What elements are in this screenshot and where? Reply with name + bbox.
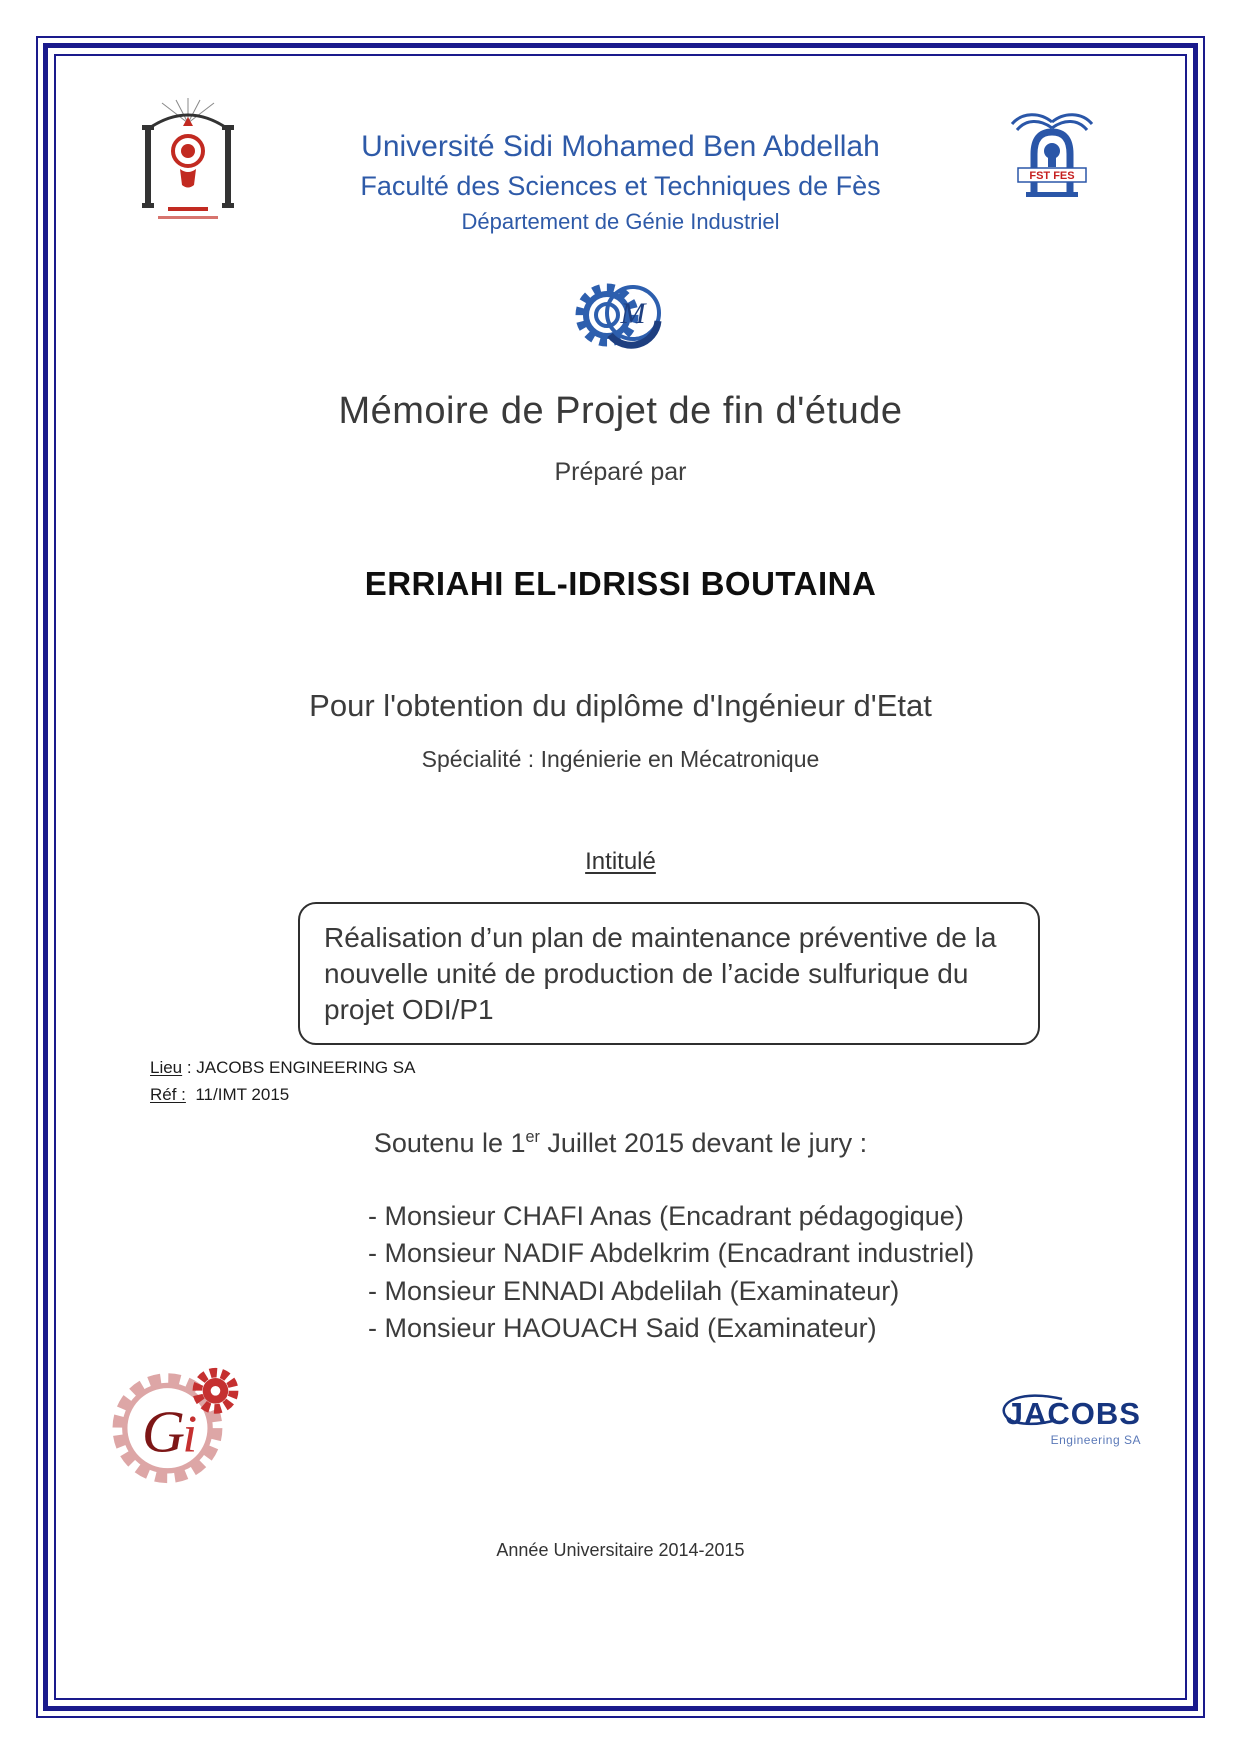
jury-member: - Monsieur HAOUACH Said (Examinateur)	[368, 1312, 877, 1343]
subject-label: Intitulé	[585, 848, 656, 875]
prepared-by-label: Préparé par	[554, 458, 687, 486]
subject-box	[298, 902, 1040, 1045]
jacobs-word: JACOBS	[1005, 1396, 1141, 1431]
jacobs-logo	[941, 1396, 1141, 1447]
location-label: Lieu	[150, 1058, 183, 1077]
gi-letter-i: i	[182, 1403, 198, 1464]
jury-member: - Monsieur NADIF Abdelkrim (Encadrant industriel)	[368, 1238, 975, 1269]
location-value: : JACOBS ENGINEERING SA	[182, 1058, 416, 1077]
jacobs-wordmark	[1006, 1396, 1141, 1432]
defense-line	[0, 1128, 1241, 1159]
gi-gears-icon	[112, 1362, 240, 1490]
location-line	[150, 1054, 415, 1081]
gi-letter-g: G	[141, 1398, 186, 1465]
genie-industriel-logo	[112, 1362, 240, 1490]
meta-block	[150, 1054, 415, 1108]
department-name: Département de Génie Industriel	[461, 209, 780, 234]
speciality-line: Spécialité : Ingénierie en Mécatronique	[421, 746, 820, 772]
gear-circle-icon	[570, 263, 670, 363]
jury-list	[368, 1198, 974, 1347]
fst-fes-icon	[1002, 108, 1102, 203]
author-name: ERRIAHI EL-IDRISSI BOUTAINA	[364, 565, 877, 602]
defense-prefix: Soutenu le 1	[373, 1128, 526, 1158]
reference-value: 11/IMT 2015	[185, 1085, 290, 1105]
reference-label: Réf :	[150, 1085, 186, 1105]
mechatronics-club-logo	[570, 263, 670, 363]
reference-line	[150, 1081, 415, 1108]
defense-ordinal: er	[525, 1128, 540, 1146]
center-logo-letter: M	[620, 297, 646, 330]
university-name: Université Sidi Mohamed Ben Abdellah	[361, 130, 880, 163]
academic-year: Année Universitaire 2014-2015	[496, 1540, 745, 1560]
defense-suffix: Juillet 2015 devant le jury :	[539, 1128, 868, 1158]
faculty-name: Faculté des Sciences et Techniques de Fès	[360, 171, 881, 201]
jury-member: - Monsieur ENNADI Abdelilah (Examinateur)	[368, 1275, 900, 1306]
fst-fes-logo	[1002, 108, 1102, 203]
subject-text: Réalisation d’un plan de maintenance préventive de la nouvelle unité de production de l’acide sulfurique du projet ODI/P1	[324, 922, 997, 1025]
jury-member: - Monsieur CHAFI Anas (Encadrant pédagogique)	[368, 1201, 964, 1231]
degree-line: Pour l'obtention du diplôme d'Ingénieur d'Etat	[309, 688, 932, 723]
jacobs-subtitle: Engineering SA	[1050, 1433, 1141, 1447]
document-title: Mémoire de Projet de fin d'étude	[338, 390, 903, 432]
fst-fes-caption: FST FES	[1029, 170, 1075, 182]
